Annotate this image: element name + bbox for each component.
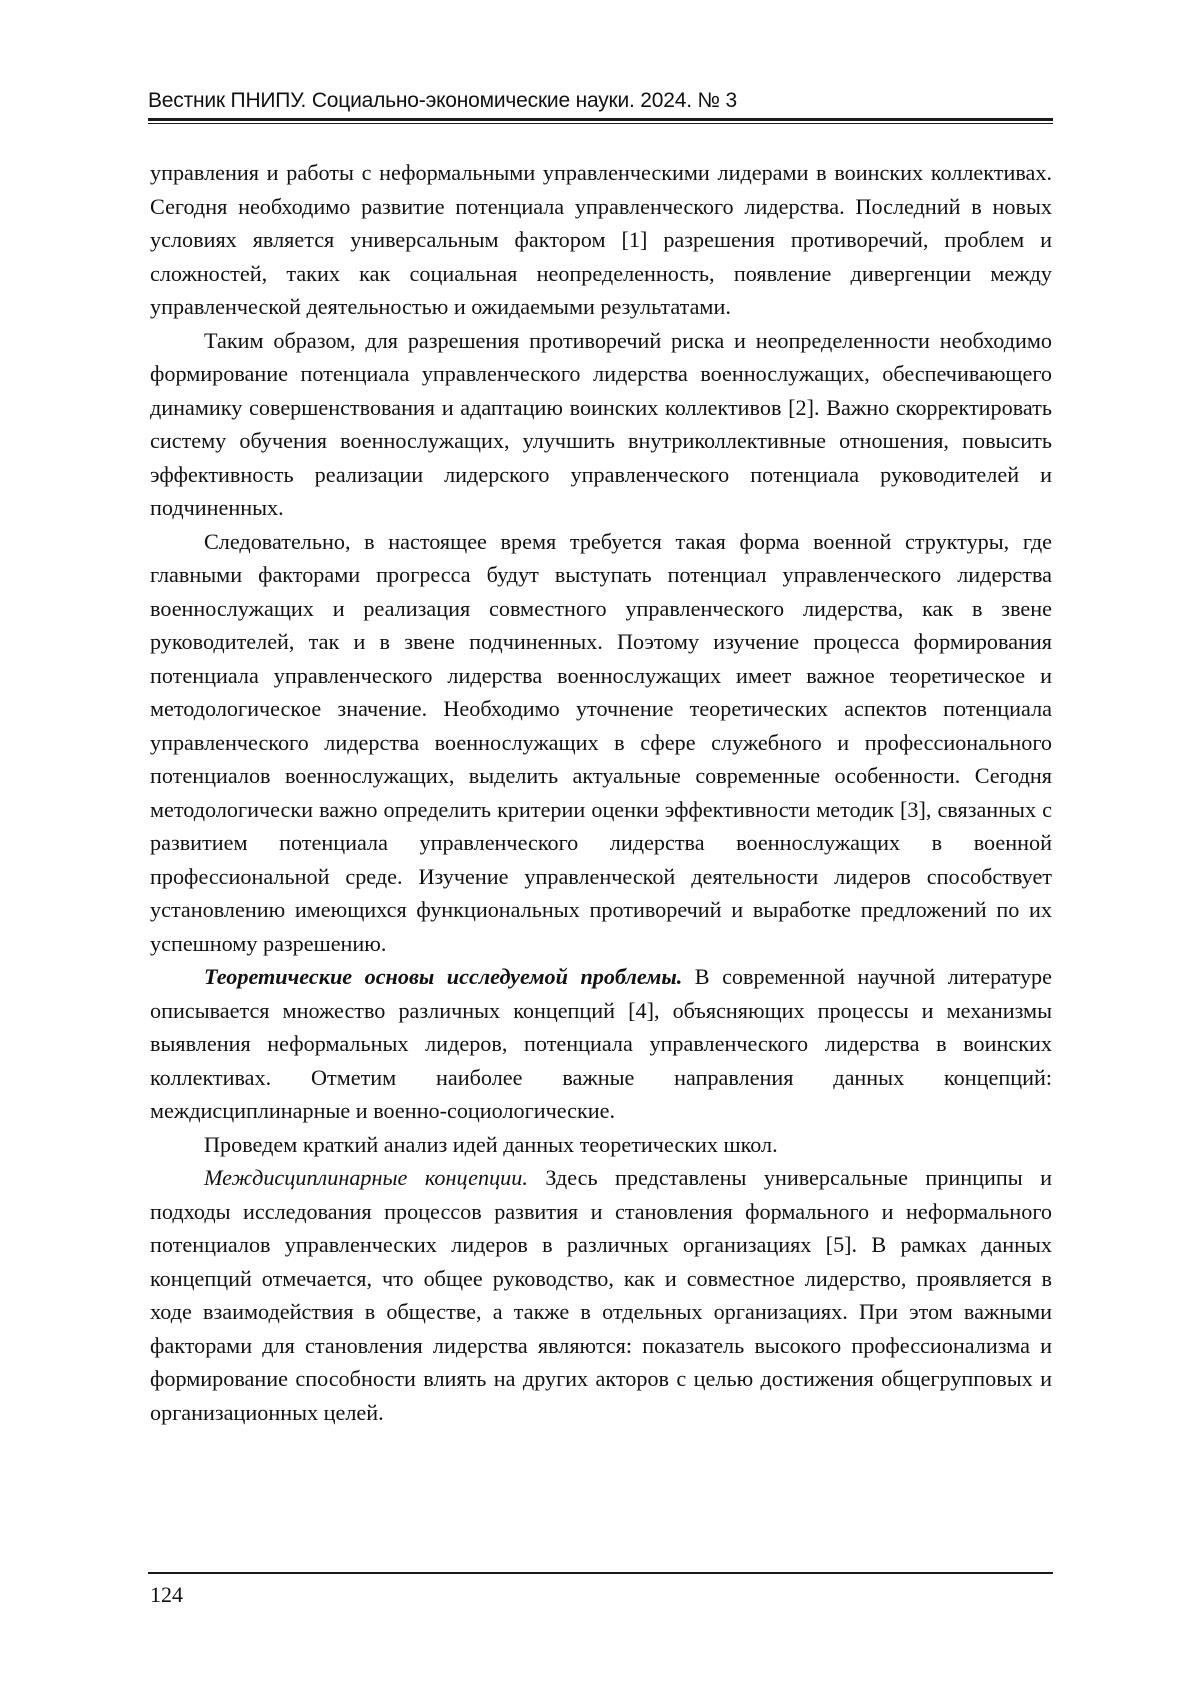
paragraph-2: Таким образом, для разрешения противоречий риска и неопределенности необходимо формирование потенциала управленческого лидерства военнослу­жащих, обеспечивающего динамику совершенствования и адаптацию воинских коллективов [2]. Важно скорректировать систему обучения военнослужащих, улучшить внутриколлективные отношения, повысить эффективность реализа­ции лидерского управленческого потенциала руководителей и подчиненных. xyxy=(150,324,1052,525)
paragraph-6 xyxy=(150,1161,1052,1429)
paragraph-5: Проведем краткий анализ идей данных теоретических школ. xyxy=(150,1128,1052,1162)
subheading-interdisciplinary-concepts: Междисциплинарные концепции. xyxy=(204,1165,528,1190)
footer-rule xyxy=(148,1572,1053,1574)
paragraph-3: Следовательно, в настоящее время требуется такая форма военной струк­туры, где главными факторами прогресса будут выступать потенциал управлен­ческого лидерства военнослужащих и реализация совместного управленческого лидерства, как в звене руководителей, так и в звене подчиненных. Поэтому изу­чение процесса формирования потенциала управленческого лидерства военно­служащих имеет важное теоретическое и методологическое значение. Необхо­димо уточнение теоретических аспектов потенциала управленческого лидерства военнослужащих в сфере служебного и профессионального потенциалов воен­нослужащих, выделить актуальные современные особенности. Сегодня методо­логически важно определить критерии оценки эффективности методик [3], свя­занных с развитием потенциала управленческого лидерства военнослужащих в военной профессиональной среде. Изучение управленческой деятельности ли­деров способствует установлению имеющихся функциональных противоречий и выработке предложений по их успешному разрешению. xyxy=(150,525,1052,961)
header-rule-thick xyxy=(148,118,1053,121)
section-heading-theoretical-foundations: Теоретические основы исследуемой проблемы. xyxy=(204,964,682,989)
running-title: Вестник ПНИПУ. Социально-экономические науки. 2024. № 3 xyxy=(148,88,1053,114)
header-rule-thin xyxy=(148,123,1053,124)
paragraph-4-text: В современной научной литературе описывается множество различных концепций [4], объясняющих процессы и механизмы выявления неформальных лидеров, потенциала управ­ленческого лидерства в воинских коллективах. Отметим наиболее важные на­правления данных концепций: междисциплинарные и военно-социологические. xyxy=(150,964,1052,1123)
paragraph-4 xyxy=(150,960,1052,1128)
article-body xyxy=(150,156,1052,1429)
page-number: 124 xyxy=(150,1582,183,1608)
paragraph-1: управления и работы с неформальными управленческими лидерами в воин­ских коллективах. Сегодня необходимо развитие потенциала управленческого лидерства. Последний в новых условиях является универсальным фактором [1] разрешения противоречий, проблем и сложностей, таких как социальная неоп­ределенность, появление дивергенции между управленческой деятельностью и ожидаемыми результатами. xyxy=(150,156,1052,324)
paragraph-6-text: Здесь представлены универсальные принципы и подходы исследования процессов развития и становления фор­мального и неформального потенциалов управленческих лидеров в различных организациях [5]. В рамках данных концепций отмечается, что общее руково­дство, как и совместное лидерство, проявляется в ходе взаимодействия в об­ществе, а также в отдельных организациях. При этом важными факторами для становления лидерства являются: показатель высокого профессионализма и формирование способности влиять на других акторов с целью достижения об­щегрупповых и организационных целей. xyxy=(150,1165,1052,1425)
